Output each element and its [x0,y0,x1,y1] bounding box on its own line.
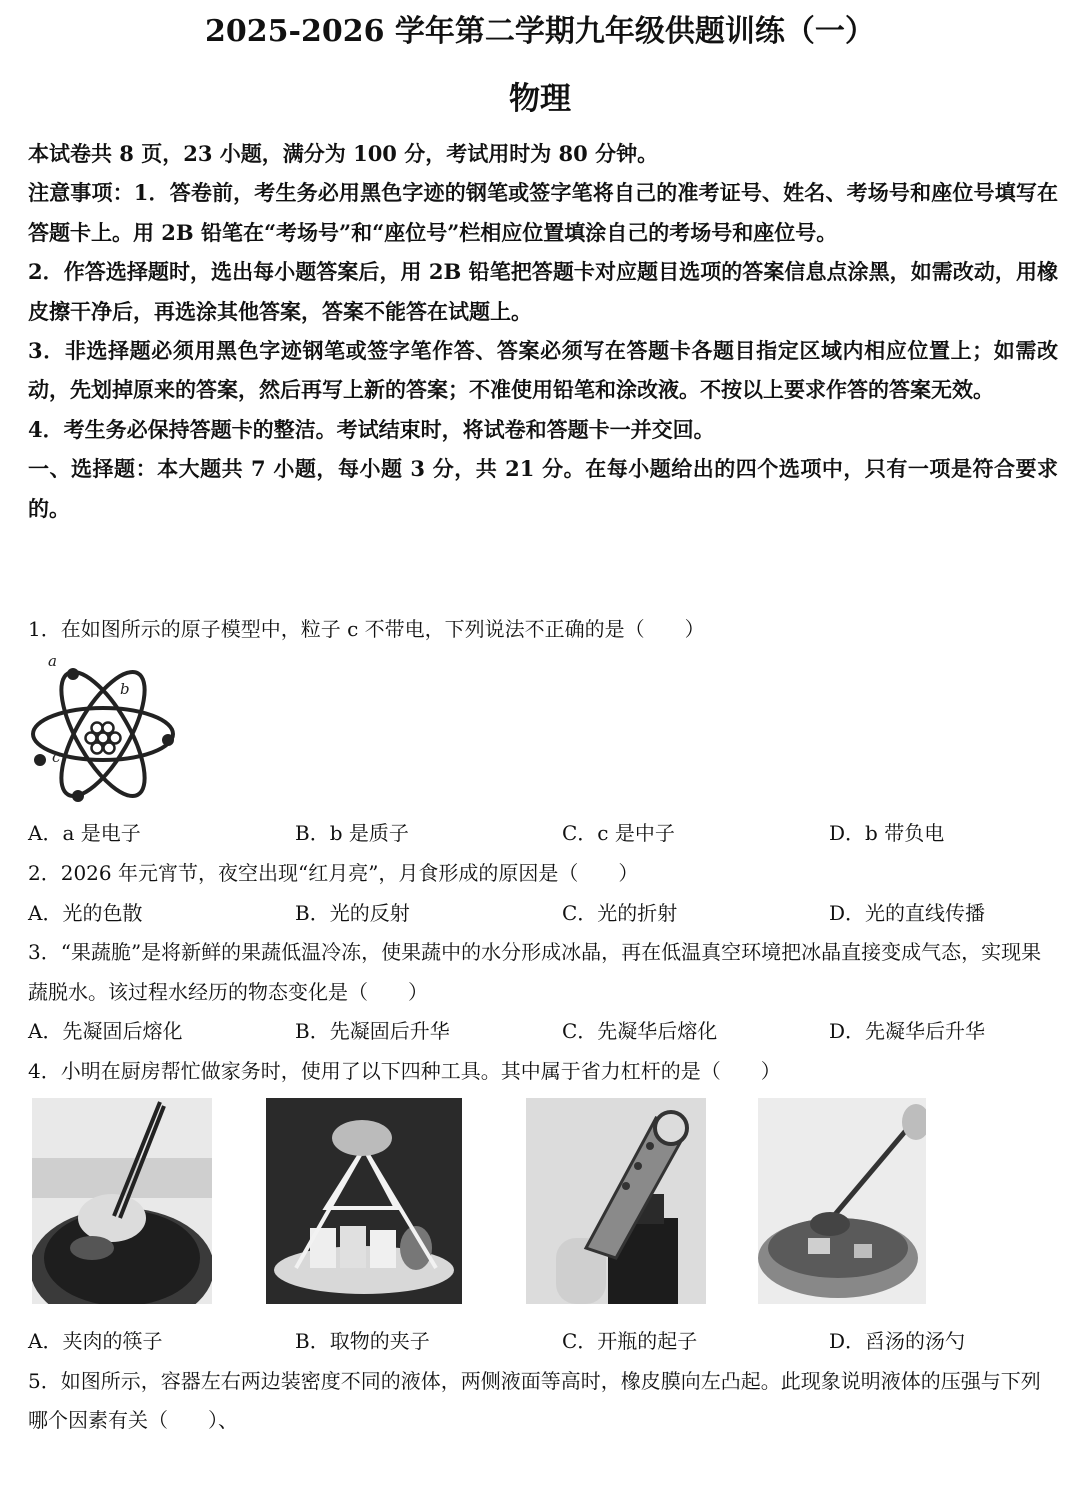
question-4-photos [28,1098,1058,1308]
note-1: 注意事项：1．答卷前，考生务必用黑色字迹的钢笔或签字笔将自己的准考证号、姓名、考场号和座位号填写在答题卡上。用 2B 铅笔在“考场号”和“座位号”栏相应位置填涂自己的考场号和座位号。 [28,180,1058,245]
q4-option-d[interactable]: D．舀汤的汤勺 [829,1329,966,1353]
atom-label-c: c [52,748,61,766]
question-1-options [28,814,1058,854]
q1-option-d[interactable]: D．b 带负电 [829,821,945,845]
bottle-opener-photo-icon [526,1098,706,1304]
atom-label-b: b [120,680,130,698]
q3-option-d[interactable]: D．先凝华后升华 [829,1019,986,1044]
plate-clip-photo-icon [266,1098,462,1304]
question-1 [28,610,1058,650]
note-3: 3．非选择题必须用黑色字迹钢笔或签字笔作答、答案必须写在答题卡各题目指定区域内相应位置上；如需改动，先划掉原来的答案，然后再写上新的答案；不准使用铅笔和涂改液。不按以上要求作答的答案无效。 [28,338,1058,403]
q2-option-d[interactable]: D．光的直线传播 [829,900,986,925]
atom-model-icon [28,652,188,810]
q2-option-c[interactable]: C．光的折射 [562,900,678,925]
q4-option-c[interactable]: C．开瓶的起子 [562,1329,698,1353]
atom-label-a: a [48,652,57,670]
note-2: 2．作答选择题时，选出每小题答案后，用 2B 铅笔把答题卡对应题目选项的答案信息点涂黑，如需改动，用橡皮擦干净后，再选涂其他答案，答案不能答在试题上。 [28,259,1058,324]
q3-option-a[interactable]: A．先凝固后熔化 [28,1019,183,1044]
question-3-stem: 3．“果蔬脆”是将新鲜的果蔬低温冷冻，使果蔬中的水分形成冰晶，再在低温真空环境把冰晶直接变成气态，实现果蔬脱水。该过程水经历的物态变化是（ ） [28,940,1042,1004]
note-4: 4．考生务必保持答题卡的整洁。考试结束时，将试卷和答题卡一并交回。 [28,416,715,442]
q4-option-b[interactable]: B．取物的夹子 [295,1329,430,1353]
section-1-heading: 一、选择题：本大题共 7 小题，每小题 3 分，共 21 分。在每小题给出的四个选项中，只有一项是符合要求的。 [28,456,1058,521]
exam-summary: 本试卷共 8 页，23 小题，满分为 100 分，考试用时为 80 分钟。 [28,141,659,166]
questions-2-to-4 [28,854,1058,1092]
q2-option-b[interactable]: B．光的反射 [295,900,410,925]
q1-option-a[interactable]: A．a 是电子 [28,821,141,845]
ladle-photo-icon [758,1098,926,1304]
chopsticks-photo-icon [32,1098,212,1304]
atom-model-figure [28,652,188,810]
q4-option-a[interactable]: A．夹肉的筷子 [28,1329,163,1353]
question-1-stem: 1．在如图所示的原子模型中，粒子 c 不带电，下列说法不正确的是（ ） [28,617,705,641]
q3-option-c[interactable]: C．先凝华后熔化 [562,1019,718,1044]
question-5-stem: 5．如图所示，容器左右两边装密度不同的液体，两侧液面等高时，橡皮膜向左凸起。此现象说明液体的压强与下列哪个因素有关（ ）、 [28,1368,1041,1433]
q2-option-a[interactable]: A．光的色散 [28,900,143,925]
q3-option-b[interactable]: B．先凝固后升华 [295,1019,450,1044]
subject-heading: 物理 [509,81,571,117]
q1-option-c[interactable]: C．c 是中子 [562,821,675,845]
question-2-stem: 2．2026 年元宵节，夜空出现“红月亮”，月食形成的原因是（ ） [28,861,639,885]
q1-option-b[interactable]: B．b 是质子 [295,821,409,845]
exam-title: 2025-2026 学年第二学期九年级供题训练（一） [205,14,875,49]
question-4-stem: 4．小明在厨房帮忙做家务时，使用了以下四种工具。其中属于省力杠杆的是（ ） [28,1058,781,1083]
instructions-block [28,134,1058,528]
question-4-options [28,1322,1058,1441]
